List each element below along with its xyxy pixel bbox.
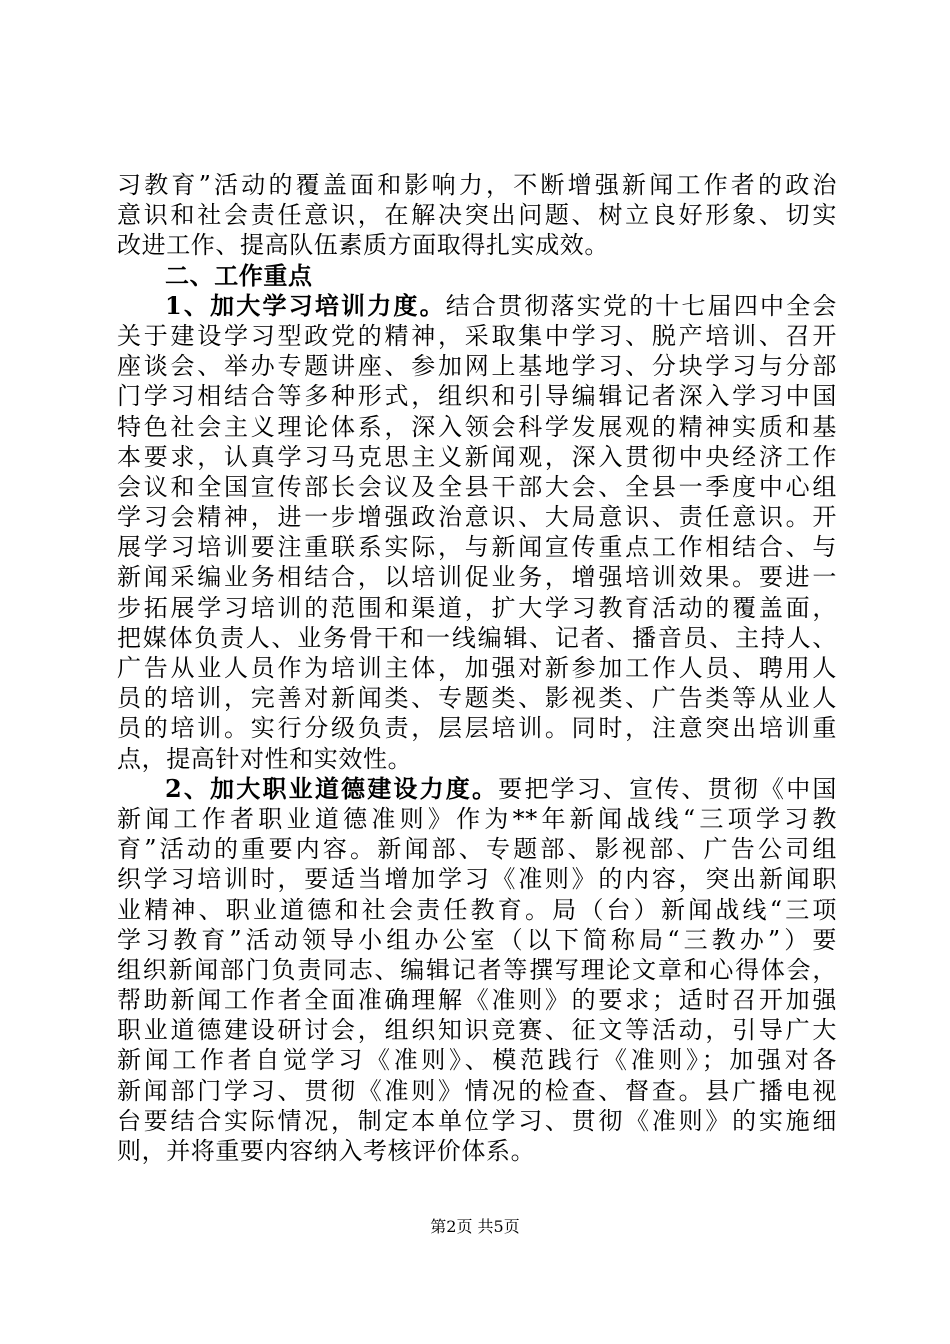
text-line: 学习会精神，进一步增强政治意识、大局意识、责任意识。开 bbox=[117, 503, 837, 532]
text-line: 新闻工作者自觉学习《准则》、模范践行《准则》；加强对各 bbox=[117, 1046, 837, 1075]
text-line: 员的培训，完善对新闻类、专题类、影视类、广告类等从业人 bbox=[117, 684, 837, 713]
text-line: 帮助新闻工作者全面准确理解《准则》的要求；适时召开加强 bbox=[117, 986, 837, 1015]
text-line: 新闻部门学习、贯彻《准则》情况的检查、督查。县广播电视 bbox=[117, 1076, 837, 1105]
item1-lead: 1、加大学习培训力度。 bbox=[165, 290, 446, 320]
text-line: 座谈会、举办专题讲座、参加网上基地学习、分块学习与分部 bbox=[117, 352, 837, 381]
section-heading: 二、工作重点 bbox=[165, 260, 313, 290]
text-line: 把媒体负责人、业务骨干和一线编辑、记者、播音员、主持人、 bbox=[117, 623, 837, 652]
item1-first-line bbox=[117, 291, 837, 321]
text-line: 点，提高针对性和实效性。 bbox=[117, 744, 413, 773]
item2-paragraph bbox=[117, 774, 837, 1166]
text-line: 台要结合实际情况，制定本单位学习、贯彻《准则》的实施细 bbox=[117, 1106, 837, 1135]
page-footer bbox=[0, 1214, 950, 1237]
text-line: 广告从业人员作为培训主体，加强对新参加工作人员、聘用人 bbox=[117, 654, 837, 682]
intro-paragraph bbox=[117, 170, 837, 261]
text-line: 本要求，认真学习马克思主义新闻观，深入贯彻中央经济工作 bbox=[117, 442, 837, 471]
text-line: 业精神、职业道德和社会责任教育。局（台）新闻战线“三项 bbox=[117, 895, 837, 924]
text-line: 展学习培训要注重联系实际，与新闻宣传重点工作相结合、与 bbox=[117, 533, 837, 562]
text-line: 则，并将重要内容纳入考核评价体系。 bbox=[117, 1137, 536, 1165]
page-number: 第2页 共5页 bbox=[430, 1217, 520, 1236]
text-line: 职业道德建设研讨会，组织知识竞赛、征文等活动，引导广大 bbox=[117, 1016, 837, 1045]
text-line: 组织新闻部门负责同志、编辑记者等撰写理论文章和心得体会， bbox=[117, 955, 837, 984]
item1-paragraph bbox=[117, 291, 837, 774]
document-body bbox=[117, 170, 837, 1166]
text-line: 习教育”活动的覆盖面和影响力，不断增强新闻工作者的政治 bbox=[117, 171, 837, 199]
text-line: 特色社会主义理论体系，深入领会科学发展观的精神实质和基 bbox=[117, 412, 837, 441]
text-line: 学习教育”活动领导小组办公室（以下简称局“三教办”）要 bbox=[117, 925, 837, 954]
text-line: 关于建设学习型政党的精神，采取集中学习、脱产培训、召开 bbox=[117, 321, 837, 350]
text-line: 育”活动的重要内容。新闻部、专题部、影视部、广告公司组 bbox=[117, 835, 837, 864]
text-line: 织学习培训时，要适当增加学习《准则》的内容，突出新闻职 bbox=[117, 865, 837, 894]
text-line: 新闻采编业务相结合，以培训促业务，增强培训效果。要进一 bbox=[117, 563, 837, 592]
text-line: 意识和社会责任意识，在解决突出问题、树立良好形象、切实 bbox=[117, 201, 837, 230]
item2-first-line bbox=[117, 774, 837, 804]
item2-lead: 2、加大职业道德建设力度。 bbox=[165, 773, 499, 803]
text-line: 员的培训。实行分级负责，层层培训。同时，注意突出培训重 bbox=[117, 714, 837, 743]
text-line: 步拓展学习培训的范围和渠道，扩大学习教育活动的覆盖面， bbox=[117, 593, 837, 622]
item2-first-rest: 要把学习、宣传、贯彻《中国 bbox=[498, 774, 837, 803]
text-line: 新闻工作者职业道德准则》作为**年新闻战线“三项学习教 bbox=[117, 804, 837, 833]
text-line: 会议和全国宣传部长会议及全县干部大会、全县一季度中心组 bbox=[117, 472, 837, 501]
text-line: 门学习相结合等多种形式，组织和引导编辑记者深入学习中国 bbox=[117, 382, 837, 411]
item1-first-rest: 结合贯彻落实党的十七届四中全会 bbox=[445, 291, 837, 320]
text-line: 改进工作、提高队伍素质方面取得扎实成效。 bbox=[117, 231, 609, 260]
